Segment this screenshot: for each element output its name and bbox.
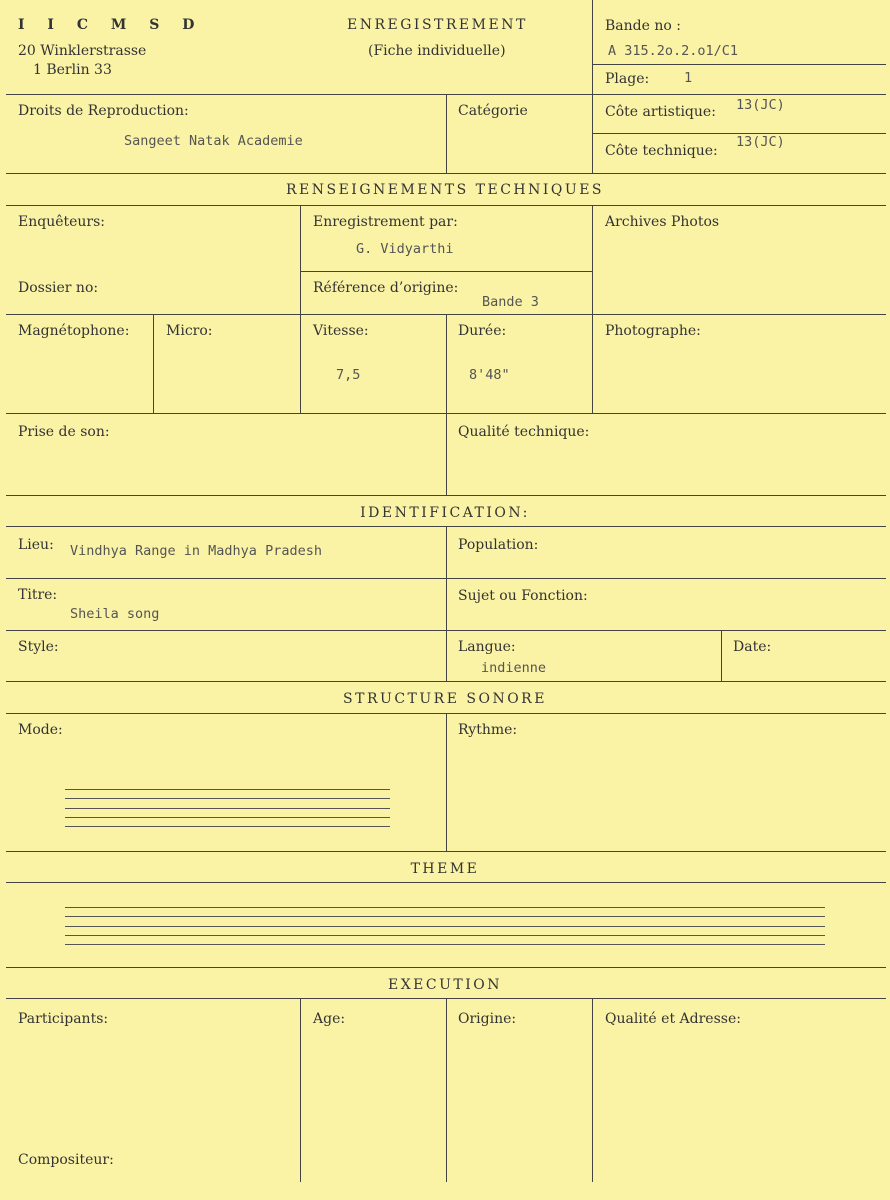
staff-line (65, 916, 825, 917)
org-logo: I I C M S D (18, 17, 204, 33)
micro-label: Micro: (166, 323, 213, 339)
photographe-label: Photographe: (605, 323, 701, 339)
qualite-adresse-label: Qualité et Adresse: (605, 1011, 741, 1027)
divider (300, 271, 592, 272)
vitesse-label: Vitesse: (313, 323, 369, 339)
compositeur-label: Compositeur: (18, 1152, 114, 1168)
org-street: 20 Winklerstrasse (18, 43, 147, 59)
titre-label: Titre: (18, 587, 58, 603)
cote-technique-value: 13(JC) (736, 134, 785, 150)
divider (592, 64, 886, 65)
mode-label: Mode: (18, 722, 63, 738)
sujet-label: Sujet ou Fonction: (458, 588, 588, 604)
population-label: Population: (458, 537, 539, 553)
reference-value: Bande 3 (482, 294, 539, 310)
bande-value: A 315.2o.2.o1/C1 (608, 43, 739, 59)
date-label: Date: (733, 639, 772, 655)
divider (300, 205, 301, 413)
divider (446, 998, 447, 1182)
participants-label: Participants: (18, 1011, 109, 1027)
archives-photos-label: Archives Photos (605, 214, 720, 230)
staff-line (65, 907, 825, 908)
duree-label: Durée: (458, 323, 507, 339)
divider (6, 681, 886, 682)
divider (6, 851, 886, 852)
vitesse-value: 7,5 (336, 367, 361, 383)
divider (6, 173, 886, 174)
divider (446, 314, 447, 413)
cote-artistique-value: 13(JC) (736, 97, 785, 113)
rythme-label: Rythme: (458, 722, 518, 738)
divider (153, 314, 154, 413)
staff-line (65, 926, 825, 927)
section-header-execution: EXECUTION (387, 977, 502, 993)
staff-line (65, 808, 390, 809)
divider (6, 882, 886, 883)
categorie-label: Catégorie (458, 103, 528, 119)
plage-label: Plage: (605, 71, 650, 87)
magnetophone-label: Magnétophone: (18, 323, 130, 339)
staff-line (65, 826, 390, 827)
section-header-identification: IDENTIFICATION: (360, 505, 530, 521)
prise-de-son-label: Prise de son: (18, 424, 110, 440)
staff-line (65, 935, 825, 936)
divider (6, 205, 886, 206)
enregistrement-par-value: G. Vidyarthi (356, 241, 454, 257)
section-header-structure: STRUCTURE SONORE (343, 691, 547, 707)
origine-label: Origine: (458, 1011, 517, 1027)
divider (6, 495, 886, 496)
staff-line (65, 798, 390, 799)
duree-value: 8'48" (469, 367, 510, 383)
rights-label: Droits de Reproduction: (18, 103, 189, 119)
style-label: Style: (18, 639, 59, 655)
staff-line (65, 944, 825, 945)
divider (6, 967, 886, 968)
divider (592, 205, 593, 413)
divider (300, 998, 301, 1182)
plage-value: 1 (684, 70, 693, 86)
divider (446, 94, 447, 173)
divider (6, 578, 886, 579)
age-label: Age: (313, 1011, 346, 1027)
divider (446, 413, 447, 495)
form-subtitle: (Fiche individuelle) (368, 43, 506, 59)
titre-value: Sheila song (70, 606, 160, 622)
section-header-techniques: RENSEIGNEMENTS TECHNIQUES (285, 182, 605, 198)
divider (592, 0, 593, 173)
divider (446, 713, 447, 851)
enqueteurs-label: Enquêteurs: (18, 214, 106, 230)
bande-label: Bande no : (605, 18, 681, 34)
reference-label: Référence d’origine: (313, 280, 459, 296)
divider (446, 526, 447, 681)
divider (6, 630, 886, 631)
form-title: ENREGISTREMENT (347, 17, 528, 33)
section-header-theme: THEME (410, 861, 480, 877)
staff-line (65, 789, 390, 790)
lieu-label: Lieu: (18, 537, 54, 553)
cote-technique-label: Côte technique: (605, 143, 718, 159)
langue-label: Langue: (458, 639, 516, 655)
cote-artistique-label: Côte artistique: (605, 104, 716, 120)
org-city: 1 Berlin 33 (33, 62, 112, 78)
langue-value: indienne (481, 660, 547, 676)
divider (721, 630, 722, 681)
enregistrement-par-label: Enregistrement par: (313, 214, 458, 230)
rights-value: Sangeet Natak Academie (124, 133, 303, 149)
divider (592, 998, 593, 1182)
staff-line (65, 817, 390, 818)
qualite-technique-label: Qualité technique: (458, 424, 590, 440)
lieu-value: Vindhya Range in Madhya Pradesh (70, 543, 322, 559)
dossier-label: Dossier no: (18, 280, 99, 296)
